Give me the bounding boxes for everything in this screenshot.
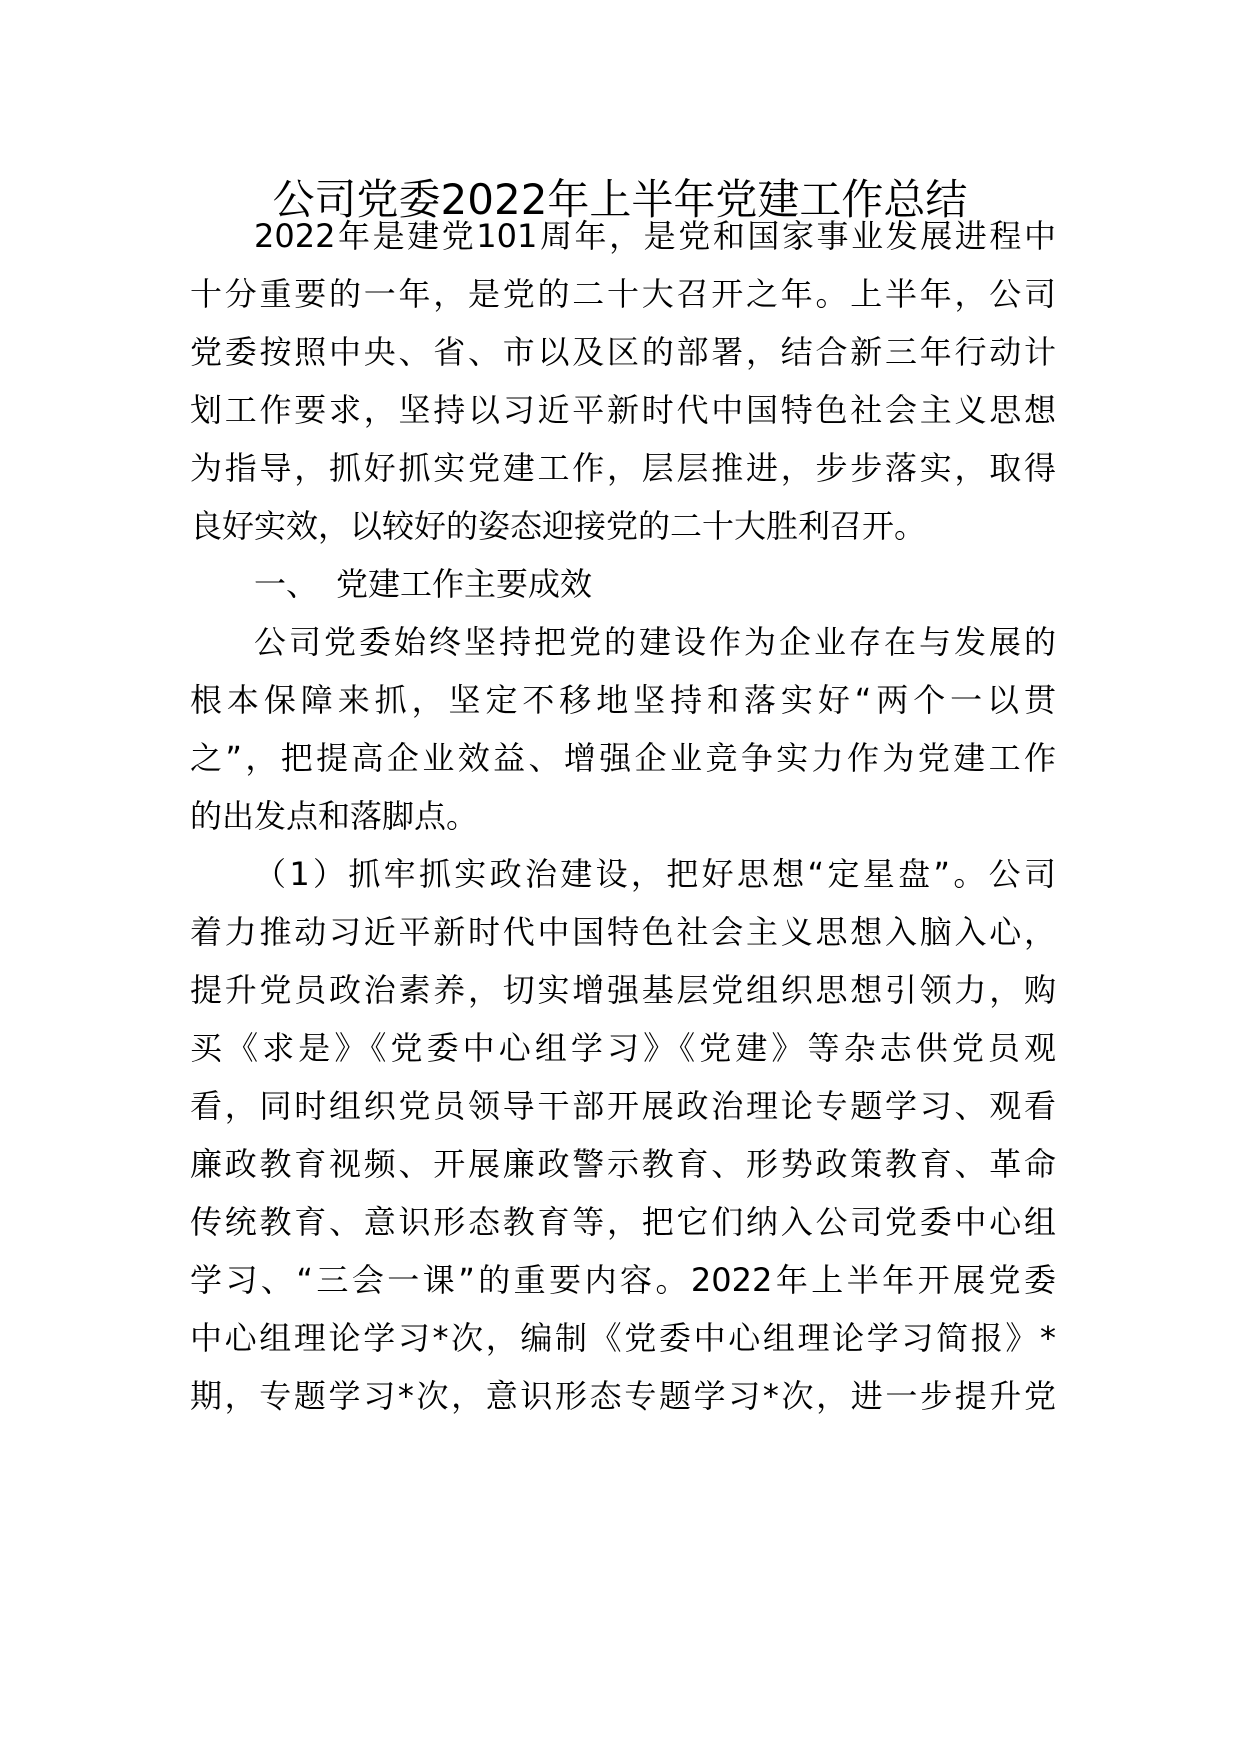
section-number: 一、 — [254, 565, 319, 603]
section-heading — [254, 562, 592, 606]
para3-line-2: 着力推动习近平新时代中国特色社会主义思想入脑入心， — [190, 913, 1056, 951]
para2-line-3: 之”，把提高企业效益、增强企业竞争实力作为党建工作 — [190, 739, 1056, 777]
intro-line-1: 2022年是建党101周年，是党和国家事业发展进程中 — [254, 217, 1056, 255]
intro-line-5: 为指导，抓好抓实党建工作，层层推进，步步落实，取得 — [190, 449, 1056, 487]
intro-line-6: 良好实效，以较好的姿态迎接党的二十大胜利召开。 — [190, 507, 927, 545]
section-title: 党建工作主要成效 — [336, 565, 593, 603]
para2-line-4: 的出发点和落脚点。 — [190, 797, 479, 835]
intro-line-4: 划工作要求，坚持以习近平新时代中国特色社会主义思想 — [190, 391, 1056, 429]
para2-line-2: 根本保障来抓，坚定不移地坚持和落实好“两个一以贯 — [190, 681, 1056, 719]
para3-line-1: （1）抓牢抓实政治建设，把好思想“定星盘”。公司 — [254, 855, 1056, 893]
document-title: 公司党委2022年上半年党建工作总结 — [272, 175, 968, 224]
para2-line-1: 公司党委始终坚持把党的建设作为企业存在与发展的 — [254, 623, 1056, 661]
para3-line-5: 看，同时组织党员领导干部开展政治理论专题学习、观看 — [190, 1087, 1056, 1125]
intro-line-3: 党委按照中央、省、市以及区的部署，结合新三年行动计 — [190, 333, 1056, 371]
para3-line-10: 期，专题学习*次，意识形态专题学习*次，进一步提升党 — [190, 1377, 1056, 1415]
para3-line-8: 学习、“三会一课”的重要内容。2022年上半年开展党委 — [190, 1261, 1056, 1299]
para3-line-9: 中心组理论学习*次，编制《党委中心组理论学习简报》* — [190, 1319, 1056, 1357]
para3-line-7: 传统教育、意识形态教育等，把它们纳入公司党委中心组 — [190, 1203, 1056, 1241]
intro-line-2: 十分重要的一年，是党的二十大召开之年。上半年，公司 — [190, 275, 1056, 313]
para3-line-4: 买《求是》《党委中心组学习》《党建》等杂志供党员观 — [190, 1029, 1056, 1067]
para3-line-6: 廉政教育视频、开展廉政警示教育、形势政策教育、革命 — [190, 1145, 1056, 1183]
para3-line-3: 提升党员政治素养，切实增强基层党组织思想引领力，购 — [190, 971, 1056, 1009]
